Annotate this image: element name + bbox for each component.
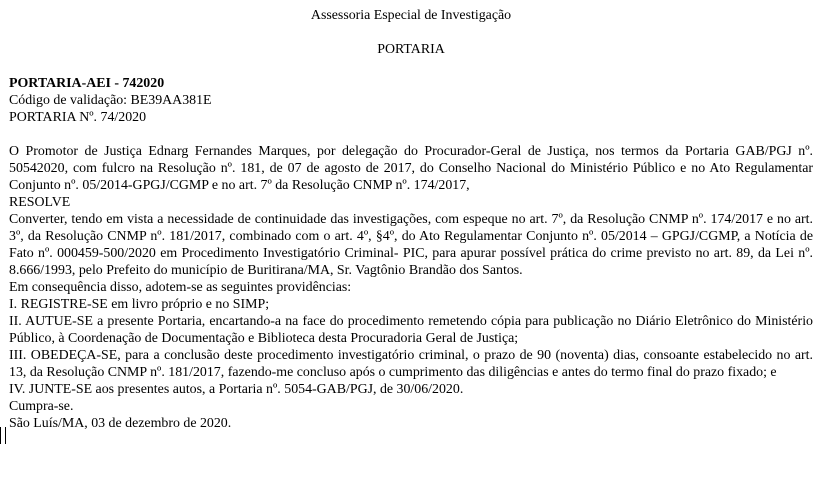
closing-line: Cumpra-se. <box>9 399 74 414</box>
provision-item-3: III. OBEDEÇA-SE, para a conclusão deste procedimento investigatório criminal, o prazo de 90 (noventa) dias, consoante estabelecido no art. 13, da Resolução CNMP nº. 181/2017, fazendo-me concluso após o cumprimento das diligências e antes do termo final do prazo fixado; e <box>9 348 813 380</box>
provision-item-4: IV. JUNTE-SE aos presentes autos, a Portaria nº. 5054-GAB/PGJ, de 30/06/2020. <box>9 382 464 397</box>
department-heading: Assessoria Especial de Investigação <box>310 8 512 23</box>
document-page <box>9 0 813 432</box>
validation-code: Código de validação: BE39AA381E <box>9 93 212 108</box>
margin-marker <box>0 427 6 444</box>
portaria-number: PORTARIA Nº. 74/2020 <box>9 110 147 125</box>
document-type-heading: PORTARIA <box>377 42 445 57</box>
place-date-line: São Luís/MA, 03 de dezembro de 2020. <box>9 416 232 431</box>
document-meta <box>9 75 813 126</box>
provision-item-2: II. AUTUE-SE a presente Portaria, encartando-a na face do procedimento remetendo cópia para publicação no Diário Eletrônico do Ministério Público, à Coordenação de Documentação e Biblioteca desta Procuradoria Geral de Justiça; <box>9 314 813 346</box>
converter-paragraph: Converter, tendo em vista a necessidade de continuidade das investigações, com espeque no art. 7º, da Resolução CNMP nº. 174/2017 e no art. 3º, da Resolução CNMP nº. 181/2017, combinado com o art. 4º, §4º, do Ato Regulamentar Conjunto nº. 05/2014 – GPGJ/CGMP, a Notícia de Fato nº. 000459-500/2020 em Procedimento Investigatório Criminal- PIC, para apurar possível prática do crime previsto no art. 89, da Lei nº. 8.666/1993, pelo Prefeito do município de Buritirana/MA, Sr. Vagtônio Brandão dos Santos. <box>9 212 813 278</box>
intro-paragraph: O Promotor de Justiça Ednarg Fernandes Marques, por delegação do Procurador-Geral de Justiça, nos termos da Portaria GAB/PGJ nº. 50542020, com fulcro na Resolução nº. 181, de 07 de agosto de 2017, do Conselho Nacional do Ministério Público e no Ato Regulamentar Conjunto nº. 05/2014-GPGJ/CGMP e no art. 7º da Resolução CNMP nº. 174/2017, <box>9 144 813 193</box>
consequence-line: Em consequência disso, adotem-se as seguintes providências: <box>9 280 352 295</box>
portaria-aei-number: PORTARIA-AEI - 742020 <box>9 76 165 91</box>
provision-item-1: I. REGISTRE-SE em livro próprio e no SIMP; <box>9 297 270 312</box>
resolve-heading: RESOLVE <box>9 195 71 210</box>
